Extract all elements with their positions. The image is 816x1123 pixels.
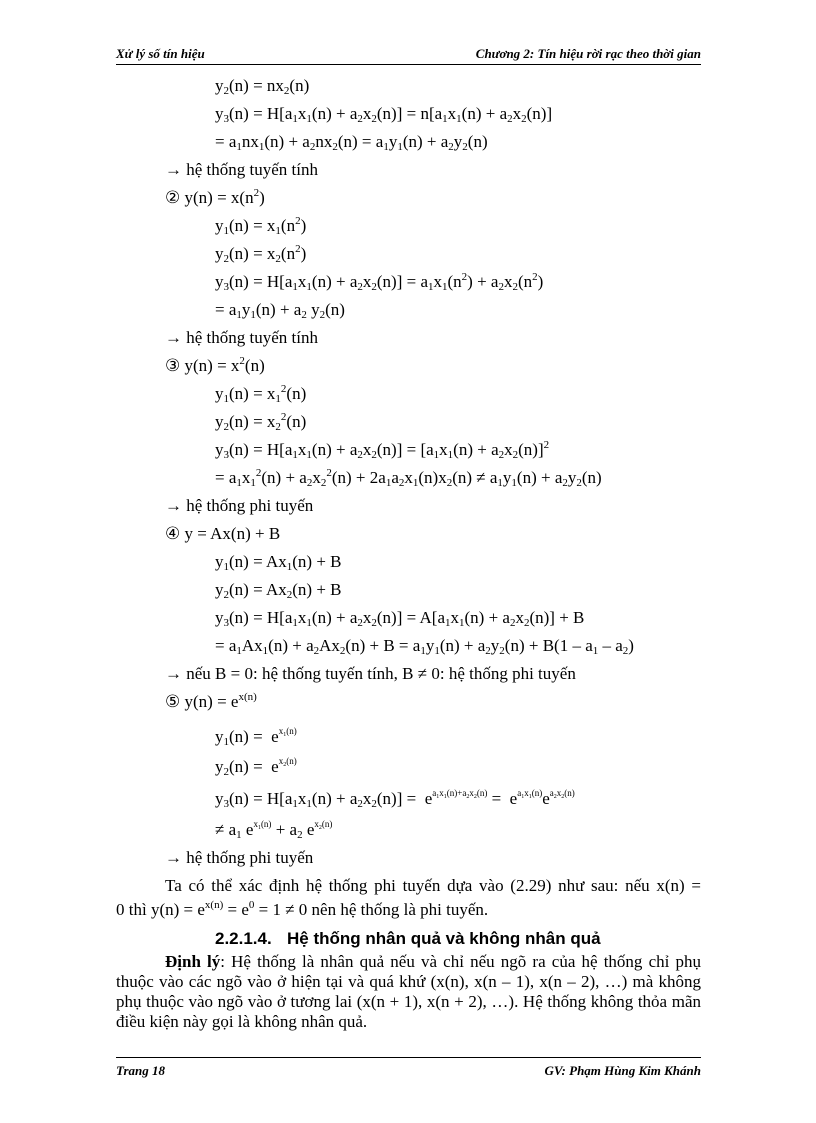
circled-2-icon: ② bbox=[165, 188, 181, 207]
conclusion-text: hệ thống tuyến tính bbox=[186, 160, 318, 179]
circled-5-icon: ⑤ bbox=[165, 692, 181, 711]
equation-line: ≠ $a_1$ $e^{x_1(n)} + a_2$ $e^{x_2(n)}$ bbox=[215, 819, 333, 841]
conclusion-line bbox=[165, 496, 313, 516]
conclusion-line bbox=[165, 848, 313, 868]
arrow-icon: → bbox=[165, 664, 182, 683]
arrow-icon: → bbox=[165, 496, 182, 515]
header-left: Xử lý số tín hiệu bbox=[116, 46, 205, 61]
section-heading bbox=[215, 929, 601, 949]
equation-line: $y_3(n) = H[a_1x_1(n) + a_2x_2(n)] = n[a_1x_1(n) + a_2x_2(n)]$ bbox=[215, 104, 553, 125]
conclusion-line bbox=[165, 160, 318, 180]
equation-line: $y_2(n) = Ax_2(n) + B$ bbox=[215, 580, 342, 601]
paragraph-line: 0 thì $y(n) = e^{x(n)} = e^0 = 1 \ne 0$ nên hệ thống là phi tuyến. bbox=[116, 899, 489, 919]
equation-line: $y_2(n) = e^{x_2(n)}$ bbox=[215, 756, 297, 778]
case-title: ② $y(n) = x(n^2)$ bbox=[165, 187, 265, 207]
equation-line: = $a_1Ax_1(n) + a_2Ax_2(n) + B = a_1y_1(n) + a_2y_2(n) + B(1 - a_1 - a_2)$ bbox=[215, 636, 634, 657]
equation-line: $y_1(n) = x_1^2(n)$ bbox=[215, 383, 307, 405]
definition-paragraph bbox=[116, 952, 701, 1032]
arrow-icon: → bbox=[165, 160, 182, 179]
page-number: Trang 18 bbox=[116, 1063, 165, 1078]
definition-text: : Hệ thống là nhân quả nếu và chỉ nếu ngõ ra của hệ thống chỉ phụ thuộc vào các ngõ vào ở hiện tại và quá khứ (x(n), x(n – 1), x(n – 2), …) mà không phụ thuộc vào ngõ vào ở tương lai (x(n + 1), x(n + 2), …). Hệ thống không thỏa mãn điều kiện này gọi là không nhân quả. bbox=[116, 952, 701, 1031]
header-right: Chương 2: Tín hiệu rời rạc theo thời gian bbox=[475, 46, 701, 61]
arrow-icon: → bbox=[165, 848, 182, 867]
equation-line: $y_1(n) = Ax_1(n) + B$ bbox=[215, 552, 342, 573]
footer-author: GV: Phạm Hùng Kim Khánh bbox=[544, 1063, 701, 1078]
conclusion-text: hệ thống phi tuyến bbox=[186, 496, 314, 515]
equation-line: $y_1(n) = e^{x_1(n)}$ bbox=[215, 726, 297, 748]
conclusion-text: hệ thống phi tuyến bbox=[186, 848, 314, 867]
case-title: ③ $y(n) = x^2(n)$ bbox=[165, 355, 265, 375]
circled-4-icon: ④ bbox=[165, 524, 181, 543]
equation-line: = $a_1y_1(n) + a_2$ $y_2(n)$ bbox=[215, 300, 345, 321]
paragraph-line: Ta có thể xác định hệ thống phi tuyến dựa vào (2.29) như sau: nếu x(n) = bbox=[165, 876, 701, 895]
equation-line: $y_2(n) = x_2(n^2)$ bbox=[215, 243, 307, 265]
equation-line: = $a_1nx_1(n) + a_2nx_2(n) = a_1y_1(n) + a_2y_2(n)$ bbox=[215, 132, 488, 153]
equation-line: = $a_1x_1^2(n) + a_2x_2^2(n) + 2a_1a_2x_1(n)x_2(n) \ne a_1y_1(n) + a_2y_2(n)$ bbox=[215, 467, 602, 489]
case-title: ⑤ $y(n) = e^{x(n)}$ bbox=[165, 691, 257, 711]
equation-line: $y_3(n) = H[a_1x_1(n) + a_2x_2(n)] = a_1x_1(n^2) + a_2x_2(n^2)$ bbox=[215, 271, 544, 293]
page-footer bbox=[116, 1057, 701, 1080]
equation-line: $y_3(n) = H[a_1x_1(n) + a_2x_2(n)] = [a_1x_1(n) + a_2x_2(n)]^2$ bbox=[215, 439, 550, 461]
equation-line: $y_2(n) = x_2^2(n)$ bbox=[215, 411, 307, 433]
case-title: ④ y = Ax(n) + B bbox=[165, 524, 281, 543]
definition-label: Định lý bbox=[165, 952, 221, 971]
section-number: 2.2.1.4. bbox=[215, 929, 272, 948]
equation-line: $y_1(n) = x_1(n^2)$ bbox=[215, 215, 307, 237]
section-title: Hệ thống nhân quả và không nhân quả bbox=[287, 929, 601, 948]
conclusion-text: hệ thống tuyến tính bbox=[186, 328, 318, 347]
conclusion-line bbox=[165, 664, 576, 684]
equation-line: $y_2(n) = nx_2(n)$ bbox=[215, 76, 310, 97]
equation-line: $y_3(n) = H[a_1x_1(n) + a_2x_2(n)] = e^{a_1x_1(n)+a_2x_2(n)} = e^{a_1x_1(n)}e^{a_2x_2(n)}$ bbox=[215, 788, 575, 810]
equation-line: $y_3(n) = H[a_1x_1(n) + a_2x_2(n)] = A[a_1x_1(n) + a_2x_2(n)] + B$ bbox=[215, 608, 585, 629]
page-header bbox=[116, 44, 701, 65]
paragraph bbox=[116, 876, 701, 920]
circled-3-icon: ③ bbox=[165, 356, 181, 375]
conclusion-text: nếu B = 0: hệ thống tuyến tính, B ≠ 0: hệ thống phi tuyến bbox=[186, 664, 576, 683]
conclusion-line bbox=[165, 328, 318, 348]
arrow-icon: → bbox=[165, 328, 182, 347]
